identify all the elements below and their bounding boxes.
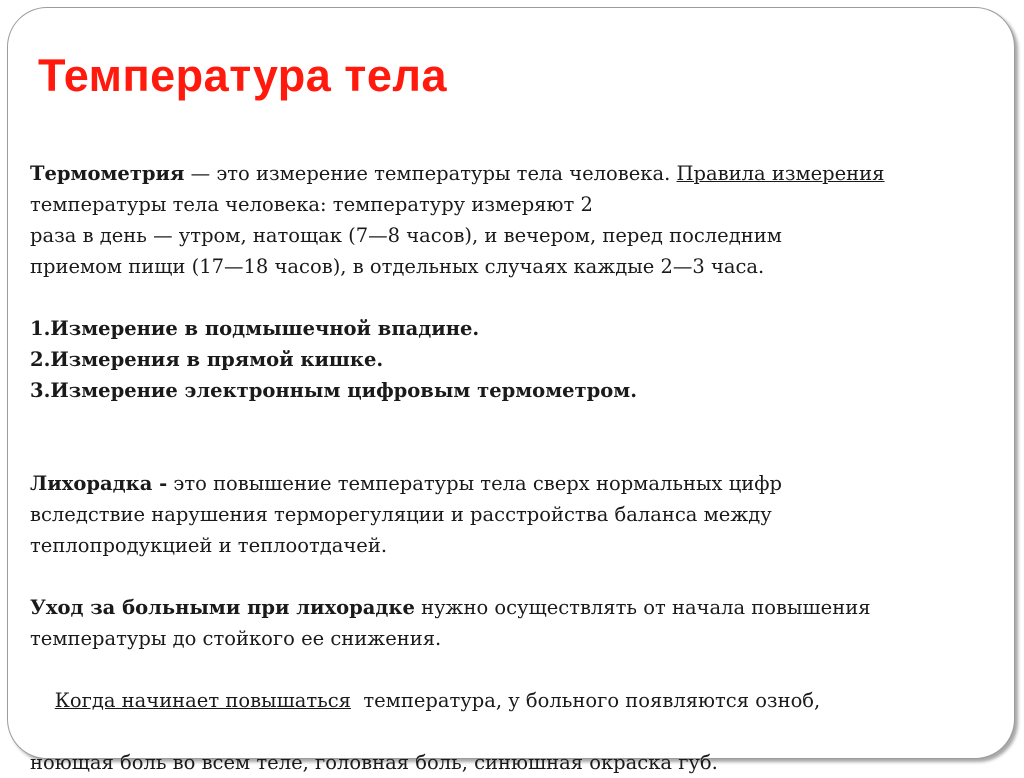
care-paragraph-line-1 xyxy=(30,592,960,623)
list-item-3: 3.Измерение электронным цифровым термометром. xyxy=(30,379,637,402)
fever-paragraph-line-3: теплопродукцией и теплоотдачей. xyxy=(30,534,388,557)
fever-term: Лихорадка - xyxy=(30,472,168,495)
thermometry-paragraph-line-1 xyxy=(30,158,960,189)
slide-title: Температура тела xyxy=(38,50,447,101)
care-definition: нужно осуществлять от начала повышения xyxy=(414,596,871,619)
slide-body xyxy=(30,158,960,778)
measurement-rules-link[interactable]: Правила измерения xyxy=(676,162,885,185)
when-rising-link[interactable]: Когда начинает повышаться xyxy=(54,689,351,712)
thermometry-term: Термометрия xyxy=(30,162,185,185)
care-paragraph-line-3 xyxy=(30,654,960,747)
care-symptoms-text: температура, у больного появляются озноб, xyxy=(350,689,821,712)
list-item-1: 1.Измерение в подмышечной впадине. xyxy=(30,317,480,340)
thermometry-paragraph-line-2: температуры тела человека: температуру измеряют 2 xyxy=(30,193,593,216)
thermometry-paragraph-line-3: раза в день — утром, натощак (7—8 часов), и вечером, перед последним xyxy=(30,224,782,247)
care-paragraph-line-4: ноющая боль во всем теле, головная боль, синюшная окраска губ. xyxy=(30,751,718,774)
care-paragraph-line-2: температуры до стойкого ее снижения. xyxy=(30,627,442,650)
thermometry-definition: — это измерение температуры тела человека. xyxy=(184,162,677,185)
list-item-2: 2.Измерения в прямой кишке. xyxy=(30,348,384,371)
care-term: Уход за больными при лихорадке xyxy=(30,596,415,619)
fever-definition: это повышение температуры тела сверх нормальных цифр xyxy=(167,472,782,495)
fever-paragraph-line-1 xyxy=(30,468,960,499)
thermometry-paragraph-line-4: приемом пищи (17—18 часов), в отдельных случаях каждые 2—3 часа. xyxy=(30,255,765,278)
fever-paragraph-line-2: вследствие нарушения терморегуляции и расстройства баланса между xyxy=(30,503,772,526)
